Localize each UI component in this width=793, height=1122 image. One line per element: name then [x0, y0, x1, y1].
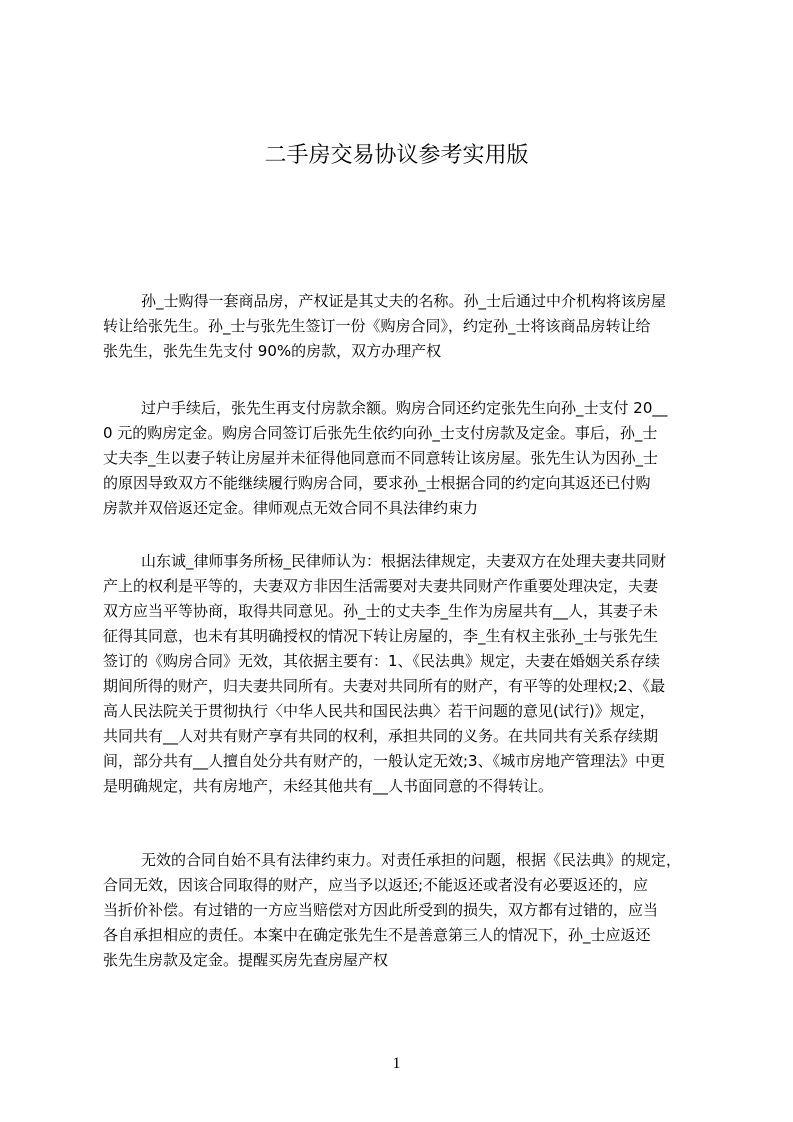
- paragraph-line: 转让给张先生。孙_士与张先生签订一份《购房合同》，约定孙_士将该商品房转让给: [103, 317, 651, 335]
- paragraph-line: 是明确规定，共有房地产，未经其他共有__人书面同意的不得转让。: [103, 777, 554, 795]
- paragraph-line: 0 元的购房定金。购房合同签订后张先生依约向孙_士支付房款及定金。事后，孙_士: [103, 424, 658, 442]
- paragraph-line: 产上的权利是平等的，夫妻双方非因生活需要对夫妻共同财产作重要处理决定，夫妻: [103, 577, 659, 595]
- paragraph-4: [103, 848, 699, 973]
- paragraph-line: 期间所得的财产，归夫妻共同所有。夫妻对共同所有的财产，有平等的处理权;2、《最: [103, 677, 666, 695]
- paragraph-1: [103, 289, 699, 364]
- paragraph-line: 征得其同意，也未有其明确授权的情况下转让房屋的，李_生有权主张孙_士与张先生: [103, 627, 659, 645]
- page-number: 1: [392, 1055, 401, 1072]
- paragraph-line: 张先生，张先生先支付 90%的房款，双方办理产权: [103, 342, 442, 360]
- paragraph-line: 房款并双倍返还定金。律师观点无效合同不具法律约束力: [103, 499, 479, 517]
- paragraph-line: 当折价补偿。有过错的一方应当赔偿对方因此所受到的损失，双方都有过错的，应当: [103, 901, 659, 919]
- paragraph-line: 过户手续后，张先生再支付房款余额。购房合同还约定张先生向孙_士支付 20__: [141, 399, 668, 417]
- paragraph-line: 孙_士购得一套商品房，产权证是其丈夫的名称。孙_士后通过中介机构将该房屋: [141, 292, 667, 310]
- paragraph-line: 山东诚_律师事务所杨_民律师认为：根据法律规定，夫妻双方在处理夫妻共同财: [141, 552, 667, 570]
- document-title: 二手房交易协议参考实用版: [264, 143, 529, 168]
- paragraph-line: 张先生房款及定金。提醒买房先查房屋产权: [103, 951, 389, 969]
- paragraph-line: 双方应当平等协商，取得共同意见。孙_士的丈夫李_生作为房屋共有__人，其妻子未: [103, 602, 659, 620]
- paragraph-2: [103, 396, 699, 521]
- paragraph-line: 各自承担相应的责任。本案中在确定张先生不是善意第三人的情况下，孙_士应返还: [103, 926, 651, 944]
- paragraph-line: 高人民法院关于贯彻执行〈中华人民共和国民法典〉若干问题的意见(试行)》规定，: [103, 702, 655, 720]
- paragraph-line: 合同无效，因该合同取得的财产，应当予以返还;不能返还或者没有必要返还的，应: [103, 876, 649, 894]
- paragraph-line: 无效的合同自始不具有法律约束力。对责任承担的问题，根据《民法典》的规定，: [141, 851, 682, 869]
- paragraph-line: 签订的《购房合同》无效，其依据主要有：1、《民法典》规定，夫妻在婚姻关系存续: [103, 652, 661, 670]
- paragraph-line: 丈夫李_生以妻子转让房屋并未征得他同意而不同意转让该房屋。张先生认为因孙_士: [103, 449, 659, 467]
- paragraph-line: 共同共有__人对共有财产享有共同的权利，承担共同的义务。在共同共有关系存续期: [103, 727, 659, 745]
- paragraph-line: 间，部分共有__人擅自处分共有财产的，一般认定无效;3、《城市房地产管理法》中更: [103, 752, 666, 770]
- paragraph-3: [103, 549, 699, 799]
- paragraph-line: 的原因导致双方不能继续履行购房合同，要求孙_士根据合同的约定向其返还已付购: [103, 474, 651, 492]
